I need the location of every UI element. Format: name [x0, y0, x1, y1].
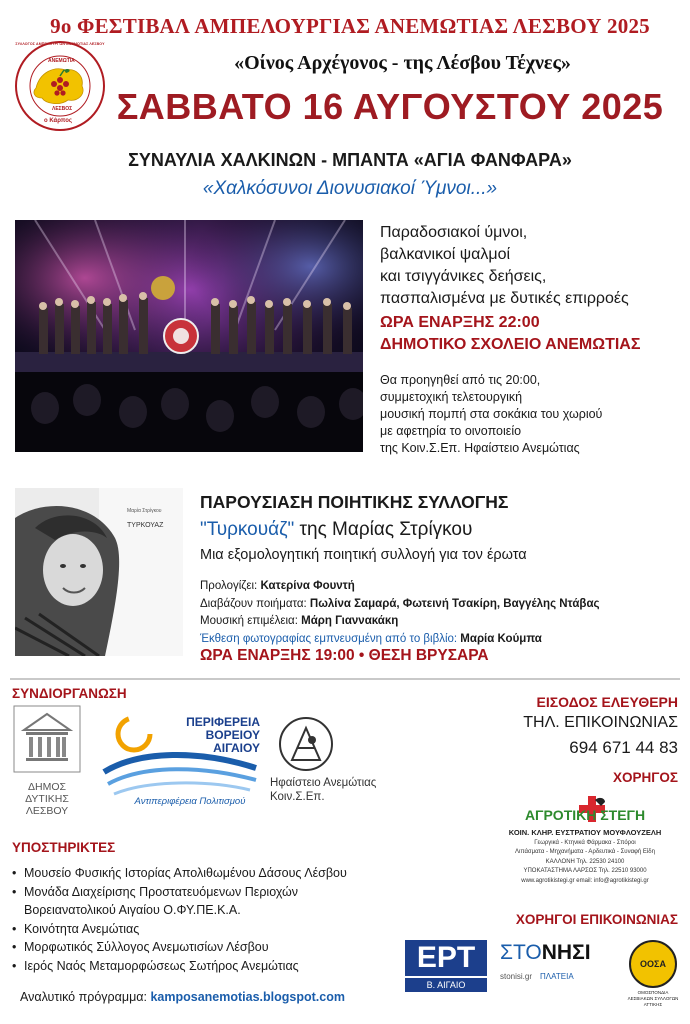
ifaisteio-line: Κοιν.Σ.Επ. — [270, 791, 325, 803]
supporters-heading: ΥΠΟΣΤΗΡΙΚΤΕΣ — [12, 840, 116, 855]
supporter-item: • Μορφωτικός Σύλλογος Ανεμωτισίων Λέσβου — [12, 938, 402, 957]
book-cover-photo — [15, 488, 183, 656]
supporters-list — [12, 864, 402, 975]
municipality-logo — [12, 704, 82, 824]
region-logo — [100, 710, 260, 810]
stonisi-logo — [500, 940, 618, 992]
procession-line: Θα προηγηθεί από τις 20:00, — [380, 373, 541, 387]
supporter-item-line: Βορειανατολικού Αιγαίου Ο.ΦΥ.ΠΕ.Κ.Α. — [24, 903, 241, 917]
book-cover-title: ΤΥΡΚΟΥΑΖ — [127, 522, 164, 529]
concert-desc-line: Παραδοσιακοί ύμνοι, — [380, 224, 528, 241]
poetry-book-line — [200, 519, 680, 541]
book-cover-author: Μαρία Στρίγκου — [127, 508, 162, 514]
procession-line: συμμετοχική τελετουργική — [380, 390, 523, 404]
municipality-line: ΔΥΤΙΚΗΣ — [25, 793, 69, 805]
ert-logo-sub: Β. ΑΙΓΑΙΟ — [405, 978, 487, 992]
credit-label: Έκθεση φωτογραφίας εμπνευσμένη από το βιβλίο: — [200, 632, 461, 645]
concert-photo — [15, 220, 363, 452]
festival-subtitle: «Οίνος Αρχέγονος - της Λέσβου Τέχνες» — [234, 52, 571, 74]
supporter-item — [12, 883, 402, 920]
free-entry-label: ΕΙΣΟΔΟΣ ΕΛΕΥΘΕΡΗ — [536, 694, 678, 710]
section-divider — [10, 678, 680, 680]
credit-value: Μαρία Κούμπα — [460, 632, 542, 645]
concert-desc-line: βαλκανικοί ψαλμοί — [380, 246, 511, 263]
sponsor-web-line: www.agrotikistegi.gr email: info@agrotikistegi.gr — [521, 878, 649, 884]
stonisi-logo-text — [500, 940, 618, 966]
logo-inner-bottom: ΛΕΣΒΟΣ — [52, 106, 73, 112]
stonisi-platia: ΠΛΑΤΕΙΑ — [540, 972, 574, 981]
poetry-description: Μια εξομολογητική ποιητική συλλογή για τον έρωτα — [200, 547, 527, 563]
co-organization-heading: ΣΥΝΔΙΟΡΓΑΝΩΣΗ — [12, 686, 127, 701]
sponsor-products-line: Λιπάσματα - Μηχανήματα - Αρδευτικά - Συναφή Είδη — [515, 849, 655, 855]
concert-start-time: ΩΡΑ ΕΝΑΡΞΗΣ 22:00 — [380, 314, 540, 331]
media-sponsors-heading: ΧΟΡΗΓΟΙ ΕΠΙΚΟΙΝΩΝΙΑΣ — [515, 912, 678, 927]
concert-subtitle: «Χαλκόσυνοι Διονυσιακοί Ύμνοι...» — [202, 178, 498, 199]
ert-logo — [405, 940, 487, 992]
sponsor-owner: ΚΟΙΝ. ΚΛΗΡ. ΕΥΣΤΡΑΤΙΟΥ ΜΟΥΦΛΟΥΖΕΛΗ — [508, 828, 662, 837]
oosa-caption: ΟΜΟΣΠΟΝΔΙΑ ΛΕΣΒΙΑΚΩΝ ΣΥΛΛΟΓΩΝ ΑΤΤΙΚΗΣ — [627, 990, 679, 1007]
concert-desc-line: και τσιγγάνικες δεήσεις, — [380, 268, 547, 285]
credit-line — [200, 631, 690, 649]
oosa-logo — [626, 940, 680, 1010]
logo-ring-text: ΣΥΛΛΟΓΟΣ ΑΜΠΕΛΟΥΡΓΩΝ ΑΝΕΜΩΤΙΑΣ ΛΕΣΒΟΥ — [15, 42, 105, 46]
sponsor-logo — [495, 794, 675, 894]
ifaisteio-line: Ηφαίστειο Ανεμώτιας — [270, 777, 377, 789]
festival-title: 9ο ΦΕΣΤΙΒΑΛ ΑΜΠΕΛΟΥΡΓΙΑΣ ΑΝΕΜΩΤΙΑΣ ΛΕΣΒΟΥ 2025 — [50, 14, 650, 38]
region-line: ΑΙΓΑΙΟΥ — [213, 741, 260, 755]
region-line: ΠΕΡΙΦΕΡΕΙΑ — [186, 715, 260, 729]
credit-line — [200, 613, 690, 631]
supporter-item: • Ιερός Ναός Μεταμορφώσεως Σωτήρος Ανεμώτιας — [12, 957, 402, 976]
procession-line: με αφετηρία το οινοποιείο — [380, 424, 522, 438]
poetry-book-author: της Μαρίας Στρίγκου — [294, 519, 473, 540]
sponsor-products-line: Γεωργικά - Κτηνικά Φάρμακα - Σπόροι — [534, 840, 636, 846]
credit-line — [200, 578, 690, 596]
procession-line: μουσική πομπή στα σοκάκια του χωριού — [380, 407, 603, 421]
supporter-item: • Κοινότητα Ανεμώτιας — [12, 920, 402, 939]
stonisi-main: ΝΗΣΙ — [541, 941, 591, 964]
municipality-line: ΛΕΣΒΟΥ — [25, 805, 69, 817]
logo-inner-top: ΑΝΕΜΩΤΙΑ — [48, 58, 75, 64]
phone-number: 694 671 44 83 — [569, 738, 678, 757]
stonisi-site: stonisi.gr — [500, 972, 533, 981]
poetry-time-place: ΩΡΑ ΕΝΑΡΞΗΣ 19:00 • ΘΕΣΗ ΒΡΥΣΑΡΑ — [200, 647, 489, 664]
ert-logo-text: ΕΡΤ — [405, 940, 487, 976]
association-logo — [14, 40, 106, 132]
program-line — [20, 990, 400, 1004]
sponsor-name: ΑΓΡΟΤΙΚΗ ΣΤΕΓΗ — [524, 807, 646, 823]
phone-label: ΤΗΛ. ΕΠΙΚΟΙΝΩΝΙΑΣ — [523, 714, 678, 731]
concert-description — [380, 222, 680, 310]
procession-line: της Κοιν.Σ.Επ. Ηφαίστειο Ανεμώτιας — [380, 441, 580, 455]
sponsor-heading: ΧΟΡΗΓΟΣ — [613, 770, 678, 785]
concert-venue: ΔΗΜΟΤΙΚΟ ΣΧΟΛΕΙΟ ΑΝΕΜΩΤΙΑΣ — [380, 336, 641, 353]
concert-time-venue — [380, 312, 690, 356]
supporter-item: • Μουσείο Φυσικής Ιστορίας Απολιθωμένου Δάσους Λέσβου — [12, 864, 402, 883]
poetry-credits — [200, 578, 690, 648]
program-label: Αναλυτικό πρόγραμμα: — [20, 990, 151, 1004]
oosa-badge: ΟΟΣΑ — [629, 940, 677, 988]
credit-label: Προλογίζει: — [200, 580, 261, 592]
credit-label: Διαβάζουν ποιήματα: — [200, 597, 310, 610]
municipality-line: ΔΗΜΟΣ — [27, 781, 66, 793]
concert-desc-line: πασπαλισμένα με δυτικές επιρροές — [380, 290, 629, 307]
region-subtitle: Αντιπεριφέρεια Πολιτισμού — [134, 796, 246, 807]
concert-title: ΣΥΝΑΥΛΙΑ ΧΑΛΚΙΝΩΝ - ΜΠΑΝΤΑ «ΑΓΙΑ ΦΑΝΦΑΡΑ» — [128, 150, 572, 170]
credit-line — [200, 596, 690, 614]
credit-value: Μάρη Γιαννακάκη — [301, 615, 399, 627]
region-line: ΒΟΡΕΙΟΥ — [205, 728, 260, 742]
credit-value: Κατερίνα Φουντή — [260, 580, 355, 592]
poetry-book-title: "Τυρκουάζ" — [200, 519, 295, 540]
procession-info — [380, 372, 680, 457]
event-date: ΣΑΒΒΑΤΟ 16 ΑΥΓΟΥΣΤΟΥ 2025 — [116, 86, 664, 127]
stonisi-prefix: ΣΤΟ — [500, 941, 542, 964]
credit-label: Μουσική επιμέλεια: — [200, 615, 302, 627]
logo-bottom-text: ο Κάρπος — [44, 118, 72, 124]
sponsor-address-line: ΥΠΟΚΑΤΑΣΤΗΜΑ ΛΑΡΣΟΣ Τηλ. 22510 93000 — [523, 868, 647, 874]
credit-value: Πωλίνα Σαμαρά, Φωτεινή Τσακίρη, Βαγγέλης Ντάβας — [309, 597, 600, 610]
poetry-section-title: ΠΑΡΟΥΣΙΑΣΗ ΠΟΙΗΤΙΚΗΣ ΣΥΛΛΟΓΗΣ — [200, 492, 509, 512]
sponsor-address-line: ΚΑΛΛΟΝΗ Τηλ. 22530 24100 — [545, 859, 625, 865]
program-link[interactable]: kamposanemotias.blogspot.com — [150, 990, 345, 1004]
supporter-item-line: Μονάδα Διαχείρισης Προστατευόμενων Περιοχών — [24, 884, 299, 899]
